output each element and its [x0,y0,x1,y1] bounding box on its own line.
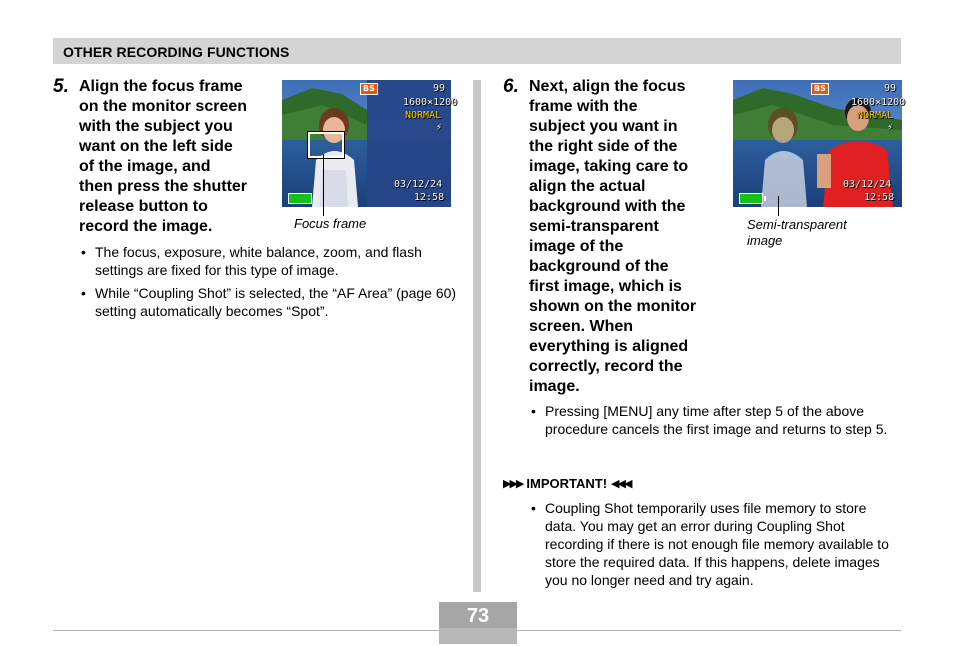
flash-mode-icon: ⚡ [436,122,443,133]
important-notes [529,499,901,594]
step-6-monitor-image [733,80,906,207]
quality-readout: NORMAL [857,110,894,121]
shots-remaining: 99 [433,83,446,94]
resolution-readout: 1600×1200 [403,97,458,108]
list-item: • The focus, exposure, white balance, zoom, and flash settings are fixed for this type of image. [79,243,459,279]
date-readout: 03/12/24 [394,179,443,190]
step-5-notes [79,243,459,325]
section-header [53,38,901,64]
resolution-readout: 1600×1200 [851,97,906,108]
time-readout: 12:58 [414,192,445,203]
semi-transparent-caption: Semi-transparent image [747,217,847,248]
bestshot-badge-icon: BS [811,83,829,95]
step-5-monitor-image [282,80,458,207]
battery-icon [288,193,312,204]
date-readout: 03/12/24 [843,179,892,190]
caption-leader-line [778,196,779,216]
list-item: • Coupling Shot temporarily uses file memory to store data. You may get an error during Coupling Shot recording if there is not enough file memory available to store the required data. If this happens, delete images you no longer need and try again. [529,499,901,589]
list-item: • While “Coupling Shot” is selected, the “AF Area” (page 60) setting automatically becomes “Spot”. [79,284,459,320]
caption-leader-line [323,154,324,216]
battery-icon [739,193,763,204]
focus-frame-caption: Focus frame [294,216,367,231]
important-heading [503,476,630,491]
bestshot-badge-icon: BS [360,83,378,95]
step-5-instruction: Align the focus frame on the monitor screen with the subject you want on the left side of the image, and then press the shutter release button to record the image. [79,78,248,235]
step-6-instruction: Next, align the focus frame with the subject you want in the right side of the image, taking care to align the actual background with the semi-transparent image of the background of the first image, which is shown on the monitor screen. When everything is aligned correctly, record the image. [529,78,697,395]
section-title: OTHER RECORDING FUNCTIONS [63,44,290,60]
step-5-number: 5. [53,76,69,97]
column-divider [473,80,481,592]
quality-readout: NORMAL [405,110,442,121]
shots-remaining: 99 [884,83,897,94]
focus-frame [308,132,344,158]
page-number-box [439,602,517,644]
flash-mode-icon: ⚡ [887,122,894,133]
list-item: • Pressing [MENU] any time after step 5 of the above procedure cancels the first image and returns to step 5. [529,402,901,438]
arrow-right-icon: ▶▶▶ [503,478,523,490]
arrow-left-icon: ◀◀◀ [611,478,631,490]
step-6-number: 6. [503,76,519,97]
step-6-notes [529,402,901,443]
important-label: IMPORTANT! [526,476,608,491]
page-number: 73 [439,602,517,628]
time-readout: 12:58 [864,192,895,203]
